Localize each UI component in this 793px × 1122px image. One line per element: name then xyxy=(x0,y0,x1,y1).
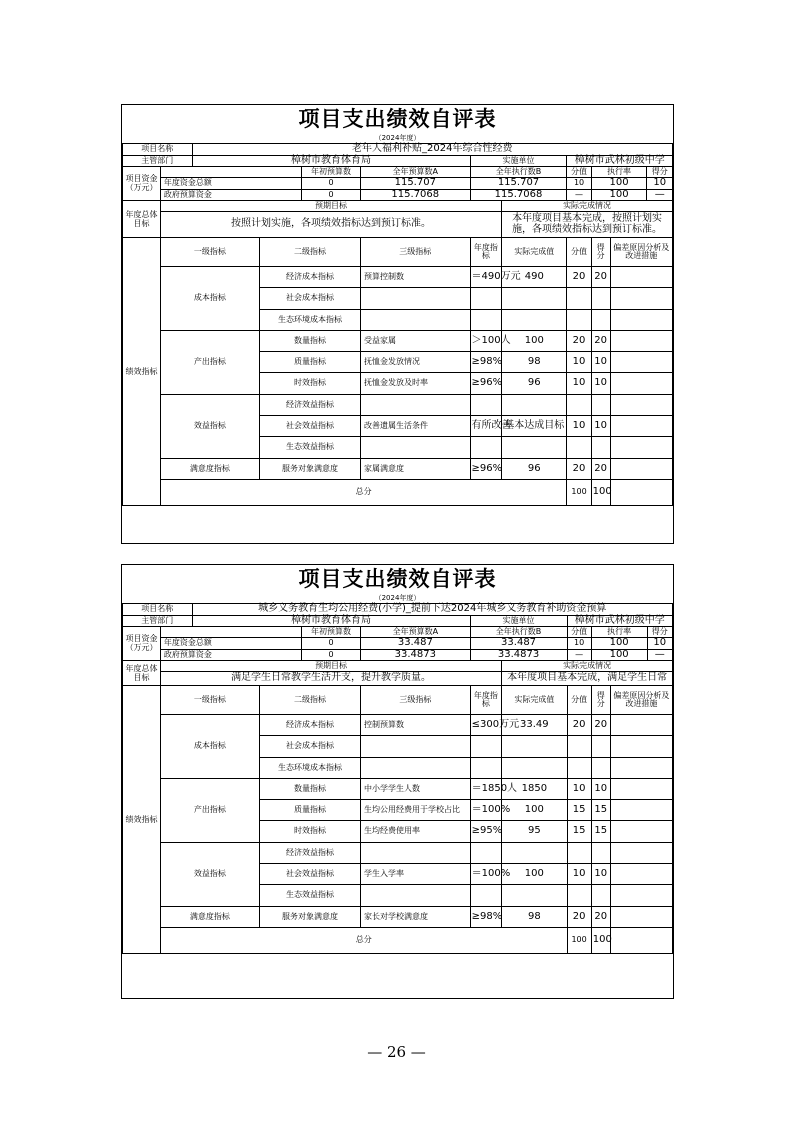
perf-target: ≥96% xyxy=(470,373,502,394)
perf-header: 得分 xyxy=(591,686,610,715)
perf-actual xyxy=(502,757,567,778)
fund-header: 全年预算数A xyxy=(361,167,471,178)
perf-weight: 20 xyxy=(567,330,591,351)
fund-initial: 0 xyxy=(302,178,361,190)
fund-row-label: 年度资金总额 xyxy=(160,178,301,190)
perf-weight: 20 xyxy=(567,458,591,479)
perf-score: 20 xyxy=(591,715,610,736)
goal-actual-header: 实际完成情况 xyxy=(502,661,673,672)
perf-level1: 满意度指标 xyxy=(160,458,259,479)
perf-actual: 1850 xyxy=(502,778,567,799)
fund-row xyxy=(123,189,673,201)
perf-target xyxy=(470,757,502,778)
perf-target xyxy=(470,842,502,863)
dept-row xyxy=(123,155,673,167)
total-score: 100 xyxy=(591,927,610,953)
perf-level3 xyxy=(361,394,471,415)
form-year: （2024年度） xyxy=(374,594,421,602)
perf-header: 偏差原因分析及改进措施 xyxy=(610,686,672,715)
perf-header: 得分 xyxy=(591,238,610,267)
total-label: 总分 xyxy=(160,927,567,953)
perf-level2: 生态效益指标 xyxy=(259,885,360,906)
perf-target: 有所改善 xyxy=(470,416,502,437)
perf-score: 10 xyxy=(591,778,610,799)
perf-target xyxy=(470,394,502,415)
total-label: 总分 xyxy=(160,479,567,505)
goal-row xyxy=(123,672,673,686)
perf-level3 xyxy=(361,437,471,458)
perf-weight xyxy=(567,394,591,415)
project-label: 项目名称 xyxy=(123,144,193,156)
perf-header: 实际完成值 xyxy=(502,238,567,267)
perf-weight: 15 xyxy=(567,821,591,842)
perf-target: ≥98% xyxy=(470,906,502,927)
perf-level2: 数量指标 xyxy=(259,778,360,799)
perf-header: 年度指标 xyxy=(470,686,502,715)
perf-score xyxy=(591,394,610,415)
perf-level3: 受益家属 xyxy=(361,330,471,351)
perf-row xyxy=(123,715,673,736)
perf-level2: 生态效益指标 xyxy=(259,437,360,458)
perf-weight xyxy=(567,885,591,906)
perf-weight xyxy=(567,842,591,863)
fund-exec: 115.707 xyxy=(470,178,567,190)
perf-level2: 经济效益指标 xyxy=(259,394,360,415)
fund-label: 项目资金（万元） xyxy=(123,627,161,661)
project-name: 老年人福利补贴_2024年综合性经费 xyxy=(192,144,673,156)
fund-rate: 100 xyxy=(591,189,647,201)
perf-score xyxy=(591,288,610,309)
perf-level3 xyxy=(361,309,471,330)
perf-row xyxy=(123,394,673,415)
fund-initial: 0 xyxy=(302,189,361,201)
fund-score: — xyxy=(647,189,673,201)
perf-target: ≤300万元 xyxy=(470,715,502,736)
fund-header-row xyxy=(123,167,673,178)
perf-score xyxy=(591,736,610,757)
fund-header: 执行率 xyxy=(591,627,647,638)
perf-target: ＝100% xyxy=(470,800,502,821)
total-score: 100 xyxy=(591,479,610,505)
goal-expected: 按照计划实施，各项绩效指标达到预订标准。 xyxy=(160,212,501,238)
perf-weight: 10 xyxy=(567,864,591,885)
goal-row xyxy=(123,212,673,238)
page-number: — 26 — xyxy=(367,1043,426,1061)
fund-label: 项目资金（万元） xyxy=(123,167,161,201)
fund-score-value: 10 xyxy=(567,178,591,190)
fund-initial: 0 xyxy=(302,638,361,650)
form-year: （2024年度） xyxy=(374,134,421,142)
perf-level2: 经济成本指标 xyxy=(259,267,360,288)
perf-level3: 改善遗属生活条件 xyxy=(361,416,471,437)
perf-header: 三级指标 xyxy=(361,686,471,715)
fund-header: 全年预算数A xyxy=(361,627,471,638)
perf-label: 绩效指标 xyxy=(123,686,161,954)
goal-header-row xyxy=(123,201,673,212)
perf-level1: 效益指标 xyxy=(160,394,259,458)
perf-level2: 质量指标 xyxy=(259,352,360,373)
fund-rate: 100 xyxy=(591,178,647,190)
fund-row-label: 年度资金总额 xyxy=(160,638,301,650)
total-row xyxy=(123,479,673,505)
perf-header-row xyxy=(123,238,673,267)
perf-level1: 产出指标 xyxy=(160,778,259,842)
fund-annual: 115.707 xyxy=(361,178,471,190)
fund-annual: 115.7068 xyxy=(361,189,471,201)
fund-row xyxy=(123,638,673,650)
fund-rate: 100 xyxy=(591,638,647,650)
perf-level3 xyxy=(361,842,471,863)
perf-level2: 社会效益指标 xyxy=(259,416,360,437)
perf-target xyxy=(470,437,502,458)
perf-weight xyxy=(567,437,591,458)
project-label: 项目名称 xyxy=(123,604,193,616)
perf-header-row xyxy=(123,686,673,715)
perf-weight: 20 xyxy=(567,715,591,736)
perf-level1: 产出指标 xyxy=(160,330,259,394)
perf-score: 10 xyxy=(591,864,610,885)
dept-value: 樟树市教育体育局 xyxy=(192,615,470,627)
perf-level1: 成本指标 xyxy=(160,267,259,331)
perf-score: 10 xyxy=(591,352,610,373)
perf-score xyxy=(591,842,610,863)
perf-level3: 控制预算数 xyxy=(361,715,471,736)
fund-score-value: — xyxy=(567,649,591,661)
fund-header: 分值 xyxy=(567,627,591,638)
perf-target: ≥96% xyxy=(470,458,502,479)
perf-header: 分值 xyxy=(567,238,591,267)
fund-score: — xyxy=(647,649,672,661)
goal-actual-header: 实际完成情况 xyxy=(502,201,673,212)
perf-target xyxy=(470,736,502,757)
perf-actual: 100 xyxy=(502,330,567,351)
fund-score: 10 xyxy=(647,638,672,650)
goal-header-row xyxy=(123,661,673,672)
fund-exec: 33.487 xyxy=(470,638,567,650)
perf-target: ≥95% xyxy=(470,821,502,842)
perf-level2: 服务对象满意度 xyxy=(259,906,360,927)
perf-target: ＝490万元 xyxy=(470,267,502,288)
fund-score-value: — xyxy=(567,189,591,201)
perf-actual xyxy=(502,437,567,458)
perf-level3: 中小学学生人数 xyxy=(361,778,471,799)
perf-header: 偏差原因分析及改进措施 xyxy=(610,238,672,267)
perf-actual xyxy=(502,885,567,906)
perf-actual xyxy=(502,309,567,330)
perf-actual: 33.49 xyxy=(502,715,567,736)
fund-row xyxy=(123,178,673,190)
fund-header: 全年执行数B xyxy=(470,627,567,638)
perf-row xyxy=(123,778,673,799)
dept-value: 樟树市教育体育局 xyxy=(192,155,470,167)
perf-weight xyxy=(567,736,591,757)
perf-actual: 96 xyxy=(502,458,567,479)
fund-header: 执行率 xyxy=(591,167,647,178)
perf-level1: 满意度指标 xyxy=(160,906,259,927)
perf-row xyxy=(123,330,673,351)
fund-header: 年初预算数 xyxy=(302,627,361,638)
perf-row xyxy=(123,906,673,927)
unit-value: 樟树市武林初级中学 xyxy=(567,615,673,627)
goal-actual: 本年度项目基本完成，按照计划实施，各项绩效指标达到预订标准。 xyxy=(502,212,673,238)
perf-level3: 学生入学率 xyxy=(361,864,471,885)
perf-level3: 生均经费使用率 xyxy=(361,821,471,842)
perf-level2: 时效指标 xyxy=(259,373,360,394)
perf-actual: 98 xyxy=(502,352,567,373)
total-weight: 100 xyxy=(567,927,591,953)
fund-rate: 100 xyxy=(591,649,647,661)
perf-level2: 生态环境成本指标 xyxy=(259,757,360,778)
fund-score: 10 xyxy=(647,178,673,190)
perf-weight: 10 xyxy=(567,416,591,437)
perf-level2: 社会效益指标 xyxy=(259,864,360,885)
perf-level2: 质量指标 xyxy=(259,800,360,821)
fund-header: 分值 xyxy=(567,167,591,178)
perf-header: 二级指标 xyxy=(259,238,360,267)
perf-score: 20 xyxy=(591,330,610,351)
perf-header: 一级指标 xyxy=(160,238,259,267)
perf-weight: 10 xyxy=(567,778,591,799)
perf-target: ＞100人 xyxy=(470,330,502,351)
perf-level2: 时效指标 xyxy=(259,821,360,842)
fund-header: 得分 xyxy=(647,167,673,178)
perf-level3: 家长对学校满意度 xyxy=(361,906,471,927)
perf-weight: 15 xyxy=(567,800,591,821)
perf-weight: 10 xyxy=(567,352,591,373)
dept-label: 主管部门 xyxy=(123,615,193,627)
perf-level2: 服务对象满意度 xyxy=(259,458,360,479)
perf-score: 20 xyxy=(591,906,610,927)
perf-label: 绩效指标 xyxy=(123,238,161,506)
fund-annual: 33.4873 xyxy=(361,649,471,661)
perf-target: ＝1850人 xyxy=(470,778,502,799)
perf-actual: 96 xyxy=(502,373,567,394)
perf-target xyxy=(470,288,502,309)
perf-level3: 预算控制数 xyxy=(361,267,471,288)
fund-header: 得分 xyxy=(647,627,672,638)
fund-initial: 0 xyxy=(302,649,361,661)
goal-label: 年度总体目标 xyxy=(123,661,161,686)
perf-header: 实际完成值 xyxy=(502,686,567,715)
fund-header: 年初预算数 xyxy=(302,167,361,178)
unit-label: 实施单位 xyxy=(470,615,567,627)
perf-level3 xyxy=(361,736,471,757)
perf-level1: 效益指标 xyxy=(160,842,259,906)
perf-level3 xyxy=(361,288,471,309)
unit-label: 实施单位 xyxy=(470,155,567,167)
perf-score: 20 xyxy=(591,267,610,288)
perf-level2: 经济成本指标 xyxy=(259,715,360,736)
perf-actual xyxy=(502,394,567,415)
fund-annual: 33.487 xyxy=(361,638,471,650)
perf-target xyxy=(470,885,502,906)
perf-level2: 数量指标 xyxy=(259,330,360,351)
perf-level2: 社会成本指标 xyxy=(259,736,360,757)
dept-row xyxy=(123,615,673,627)
perf-level3 xyxy=(361,885,471,906)
perf-actual: 100 xyxy=(502,800,567,821)
fund-row-label: 政府预算资金 xyxy=(160,189,301,201)
perf-level1: 成本指标 xyxy=(160,715,259,779)
perf-weight: 10 xyxy=(567,373,591,394)
fund-score-value: 10 xyxy=(567,638,591,650)
form-title: 项目支出绩效自评表 xyxy=(298,566,497,591)
perf-header: 二级指标 xyxy=(259,686,360,715)
goal-label: 年度总体目标 xyxy=(123,201,161,238)
perf-level3: 生均公用经费用于学校占比 xyxy=(361,800,471,821)
fund-row-label: 政府预算资金 xyxy=(160,649,301,661)
perf-header: 一级指标 xyxy=(160,686,259,715)
perf-level3 xyxy=(361,757,471,778)
perf-level3: 家属满意度 xyxy=(361,458,471,479)
perf-weight: 20 xyxy=(567,267,591,288)
perf-weight xyxy=(567,309,591,330)
perf-row xyxy=(123,267,673,288)
perf-actual: 基本达成目标 xyxy=(502,416,567,437)
perf-header: 年度指标 xyxy=(470,238,502,267)
project-name: 城乡义务教育生均公用经费(小学)_提前下达2024年城乡义务教育补助资金预算 xyxy=(192,604,672,616)
perf-level2: 经济效益指标 xyxy=(259,842,360,863)
fund-header-row xyxy=(123,627,673,638)
perf-level3: 抚恤金发放及时率 xyxy=(361,373,471,394)
perf-actual xyxy=(502,842,567,863)
project-row xyxy=(123,604,673,616)
perf-header: 分值 xyxy=(567,686,591,715)
perf-row xyxy=(123,458,673,479)
goal-expected-header: 预期目标 xyxy=(160,201,501,212)
perf-target xyxy=(470,309,502,330)
perf-score: 10 xyxy=(591,416,610,437)
perf-target: ≥98% xyxy=(470,352,502,373)
perf-target: ＝100% xyxy=(470,864,502,885)
goal-expected: 满足学生日常教学生活开支，提升教学质量。 xyxy=(160,672,501,686)
perf-score: 15 xyxy=(591,821,610,842)
unit-value: 樟树市武林初级中学 xyxy=(567,155,673,167)
performance-form-2 xyxy=(121,564,674,999)
perf-score xyxy=(591,885,610,906)
perf-actual xyxy=(502,736,567,757)
goal-actual: 本年度项目基本完成，满足学生日常 xyxy=(502,672,673,686)
project-row xyxy=(123,144,673,156)
form-table xyxy=(122,143,673,506)
perf-actual: 100 xyxy=(502,864,567,885)
form-title: 项目支出绩效自评表 xyxy=(298,106,497,131)
perf-header: 三级指标 xyxy=(361,238,471,267)
perf-weight xyxy=(567,757,591,778)
total-weight: 100 xyxy=(567,479,591,505)
fund-row xyxy=(123,649,673,661)
perf-score xyxy=(591,437,610,458)
perf-level2: 社会成本指标 xyxy=(259,288,360,309)
goal-expected-header: 预期目标 xyxy=(160,661,501,672)
fund-header: 全年执行数B xyxy=(470,167,567,178)
perf-score: 15 xyxy=(591,800,610,821)
form-table xyxy=(122,603,673,954)
perf-actual xyxy=(502,288,567,309)
perf-actual: 98 xyxy=(502,906,567,927)
perf-actual: 95 xyxy=(502,821,567,842)
perf-row xyxy=(123,842,673,863)
dept-label: 主管部门 xyxy=(123,155,193,167)
fund-exec: 115.7068 xyxy=(470,189,567,201)
perf-weight xyxy=(567,288,591,309)
perf-score: 20 xyxy=(591,458,610,479)
perf-actual: 490 xyxy=(502,267,567,288)
performance-form-1 xyxy=(121,104,674,544)
perf-weight: 20 xyxy=(567,906,591,927)
perf-score xyxy=(591,309,610,330)
perf-score xyxy=(591,757,610,778)
perf-level3: 抚恤金发放情况 xyxy=(361,352,471,373)
perf-score: 10 xyxy=(591,373,610,394)
perf-level2: 生态环境成本指标 xyxy=(259,309,360,330)
total-row xyxy=(123,927,673,953)
fund-exec: 33.4873 xyxy=(470,649,567,661)
